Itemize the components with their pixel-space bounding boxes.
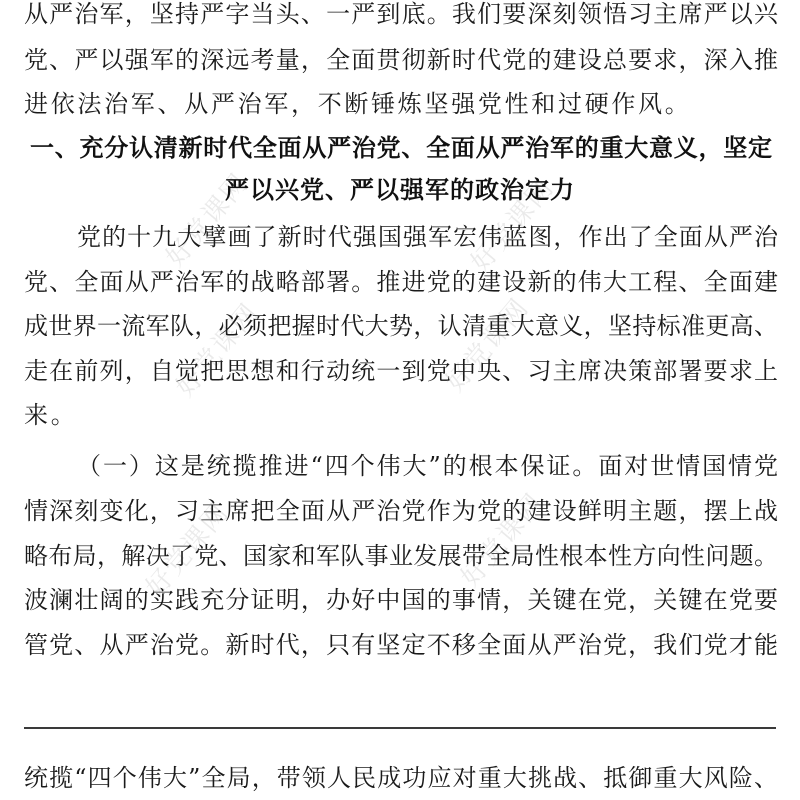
section-heading-line-1: 一、充分认清新时代全面从严治党、全面从严治军的重大意义，坚定 (30, 134, 772, 162)
paragraph-line: 管党、从严治党。新时代，只有坚定不移全面从严治党，我们党才能 (24, 631, 778, 659)
watermark: 好党课网 (440, 292, 536, 398)
paragraph-line: 党、严以强军的深远考量，全面贯彻新时代党的建设总要求，深入推 (24, 46, 778, 74)
paragraph-line: 略布局，解决了党、国家和军队事业发展带全局性根本性方向性问题。 (24, 542, 778, 570)
paragraph-line: 从严治军，坚持严字当头、一严到底。我们要深刻领悟习主席严以兴 (24, 0, 778, 28)
watermark: 好党课网 (140, 497, 236, 603)
paragraph-line: 波澜壮阔的实践充分证明，办好中国的事情，关键在党，关键在党要 (24, 586, 778, 614)
paragraph-line: 统揽“四个伟大”全局，带领人民成功应对重大挑战、抵御重大风险、 (24, 764, 778, 792)
paragraph-line: 进依法治军、从严治军，不断锤炼坚强党性和过硬作风。 (24, 90, 692, 118)
paragraph-line: （一）这是统揽推进“四个伟大”的根本保证。面对世情国情党 (77, 452, 778, 480)
paragraph-line: 成世界一流军队，必须把握时代大势，认清重大意义，坚持标准更高、 (24, 312, 778, 340)
watermark: 好党课网 (465, 172, 561, 278)
paragraph-line: 党、全面从严治军的战略部署。推进党的建设新的伟大工程、全面建 (24, 268, 778, 296)
section-heading-line-2: 严以兴党、严以强军的政治定力 (225, 176, 575, 204)
watermark: 好党课网 (160, 167, 256, 273)
paragraph-line: 情深刻变化，习主席把全面从严治党作为党的建设鲜明主题，摆上战 (24, 497, 778, 525)
paragraph-line: 来。 (24, 401, 78, 429)
paragraph-line: 走在前列，自觉把思想和行动统一到党中央、习主席决策部署要求上 (24, 357, 778, 385)
watermark: 好党课网 (170, 297, 266, 403)
watermark: 好党课网 (455, 487, 551, 593)
paragraph-line: 党的十九大擘画了新时代强国强军宏伟蓝图，作出了全面从严治 (77, 223, 778, 251)
page-break-separator (24, 727, 776, 729)
